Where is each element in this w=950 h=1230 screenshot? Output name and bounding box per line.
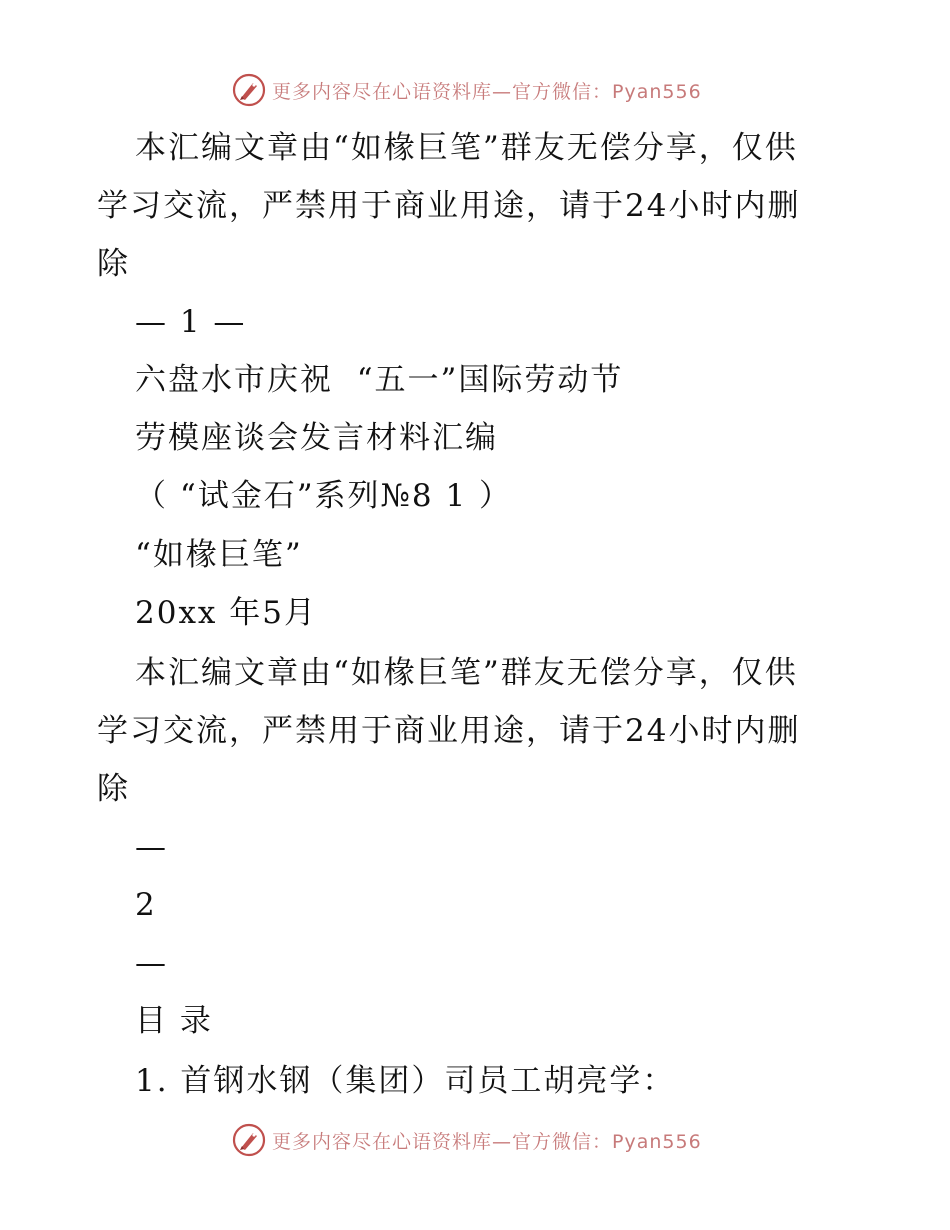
date-label: 20xx 年5月 xyxy=(135,595,317,631)
notice-line-4: 本汇编文章由“如椽巨笔”群友无偿分享，仅供 xyxy=(135,655,798,691)
notice-line-3: 除 xyxy=(97,246,130,282)
author-label: “如椽巨笔” xyxy=(135,537,303,573)
watermark-text: 更多内容尽在心语资料库—官方微信：Pyan556 xyxy=(272,80,702,103)
notice-line-2: 学习交流，严禁用于商业用途，请于24小时内删 xyxy=(97,188,801,224)
notice-line-1: 本汇编文章由“如椽巨笔”群友无偿分享，仅供 xyxy=(135,130,798,166)
notice-line-6: 除 xyxy=(97,771,130,807)
page-dash-top: — xyxy=(135,829,168,865)
page-number-2: 2 xyxy=(135,887,157,923)
notice-line-5: 学习交流，严禁用于商业用途，请于24小时内删 xyxy=(97,713,801,749)
pen-logo-icon xyxy=(232,1123,266,1157)
toc-heading: 目 录 xyxy=(135,1003,213,1039)
toc-item-1: 1. 首钢水钢（集团）司员工胡亮学： xyxy=(135,1063,676,1099)
page-number-1: — 1 — xyxy=(135,304,247,340)
series-label: （ “试金石”系列№8 1 ） xyxy=(135,478,513,514)
document-title-line-2: 劳模座谈会发言材料汇编 xyxy=(135,420,498,456)
watermark-header xyxy=(232,70,702,110)
watermark-text: 更多内容尽在心语资料库—官方微信：Pyan556 xyxy=(272,1130,702,1153)
document-title-line-1: 六盘水市庆祝 “五一”国际劳动节 xyxy=(135,362,624,398)
watermark-footer xyxy=(232,1120,702,1160)
page-dash-bottom: — xyxy=(135,945,168,981)
pen-logo-icon xyxy=(232,73,266,107)
